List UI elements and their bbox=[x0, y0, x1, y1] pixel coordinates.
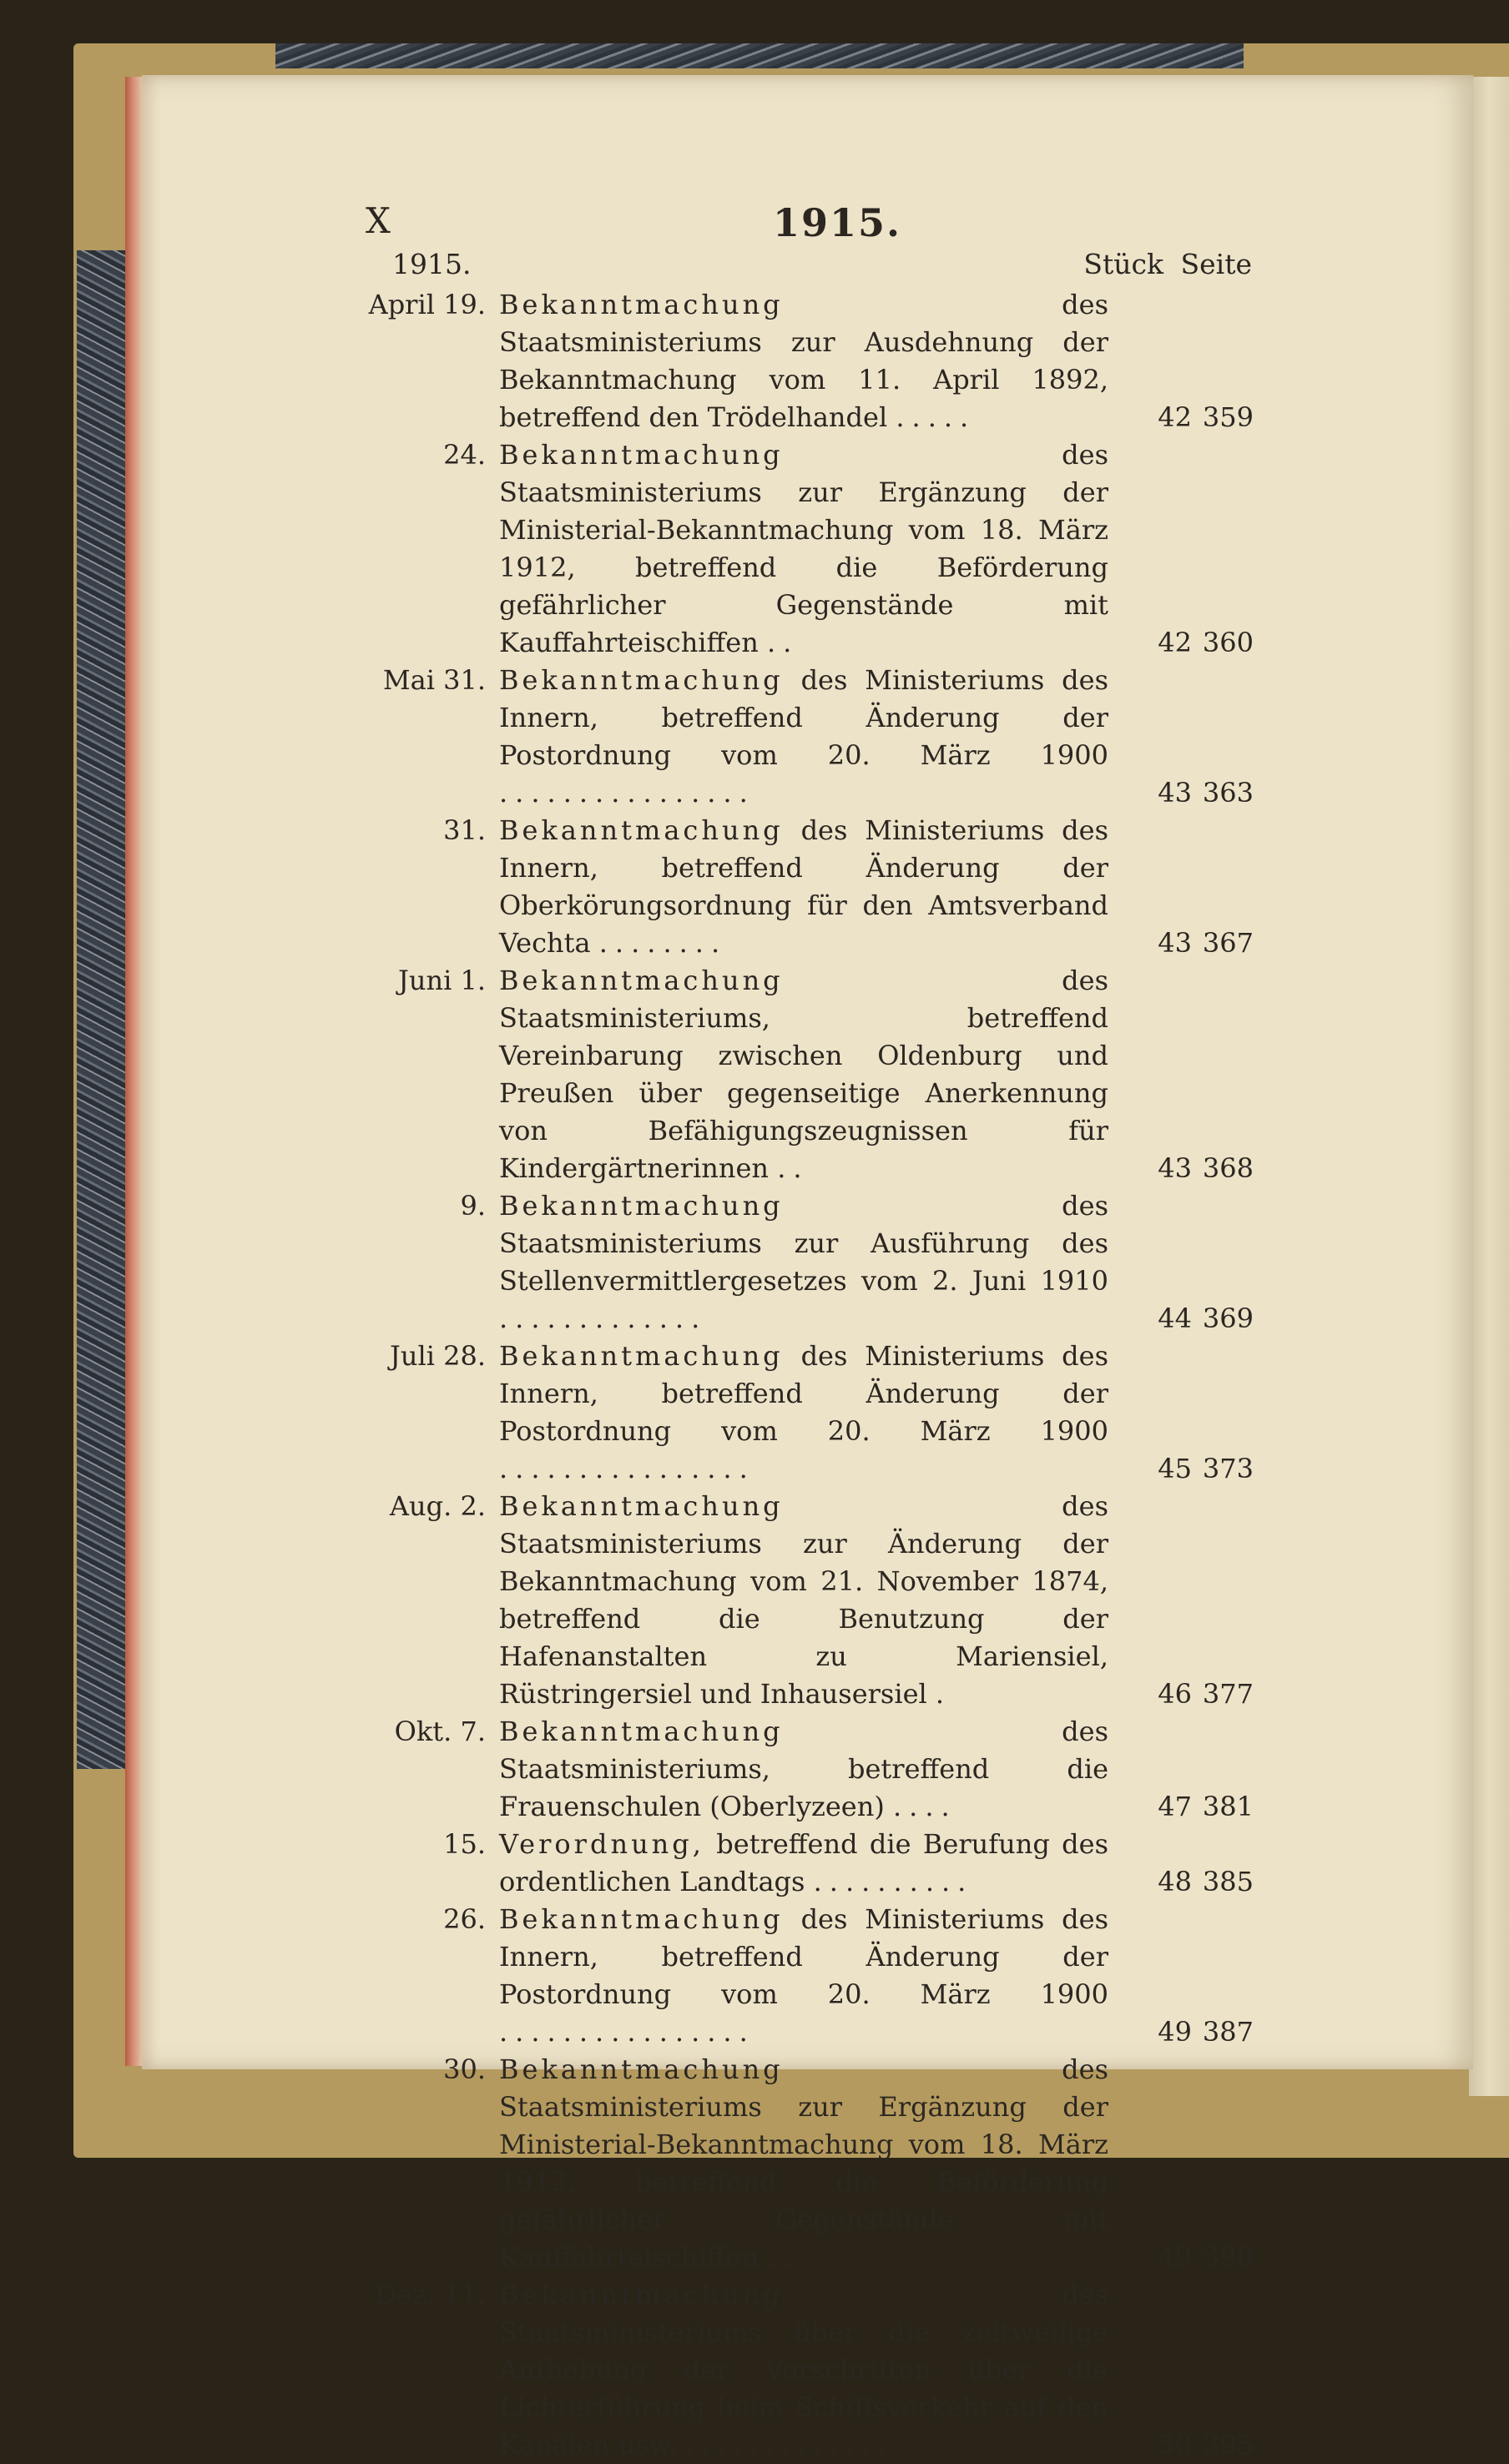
entry-stueck: 46 bbox=[1158, 1678, 1192, 1710]
leader-dots: ............. bbox=[499, 1303, 708, 1334]
entry-kind: Bekanntmachung bbox=[499, 1903, 784, 1935]
entry-kind: Bekanntmachung bbox=[499, 1490, 784, 1522]
entry-seite: 385 bbox=[1202, 1866, 1254, 1897]
list-item bbox=[359, 1826, 1254, 1901]
leader-dots: .... bbox=[893, 1791, 957, 1822]
entry-date: 26. bbox=[443, 1903, 486, 1935]
marbled-edge-top bbox=[275, 43, 1244, 68]
leader-dots: .. bbox=[766, 2241, 800, 2273]
leader-dots: ................ bbox=[499, 2016, 755, 2048]
entry-title: des Staatsministeriums, betreffend Vereinbarung zwischen Oldenburg und Preußen über gegenseitige Anerkennung von Befähigungszeugnissen für Kindergärtnerinnen bbox=[499, 965, 1108, 1184]
entry-date: 15. bbox=[443, 1828, 486, 1860]
entry-text bbox=[499, 962, 1108, 1187]
next-page-edge bbox=[1469, 77, 1509, 2096]
entry-seite: 363 bbox=[1202, 777, 1254, 809]
list-item bbox=[359, 1338, 1254, 1488]
entry-title: des Staatsministeriums zur Änderung der Bekanntmachung vom 21. November 1874, betreffend die Benutzung der Hafenanstalten zu Mariensiel, Rüstringersiel und Inhausersiel bbox=[499, 1490, 1108, 1710]
leader-dots: ................ bbox=[499, 777, 755, 809]
entry-date: 30. bbox=[443, 2053, 486, 2085]
column-stueck: Stück bbox=[1083, 248, 1164, 280]
entry-date: 24. bbox=[443, 439, 486, 471]
leader-dots: ..... bbox=[896, 401, 977, 433]
list-item bbox=[359, 2051, 1254, 2276]
entry-title: des Staatsministeriums zur Ergänzung der Ministerial-Bekanntmachung vom 18. März 1912, betreffend die Beförderung gefährlicher Gegenstände mit Kauffahrteischiffen bbox=[499, 439, 1108, 658]
entry-stueck: 42 bbox=[1158, 401, 1192, 433]
list-item bbox=[359, 662, 1254, 812]
entry-stueck: 44 bbox=[1158, 1303, 1192, 1334]
entry-text bbox=[499, 436, 1108, 662]
entry-text bbox=[499, 1187, 1108, 1338]
entry-seite: 381 bbox=[1202, 1791, 1254, 1822]
entry-date: 9. bbox=[460, 1190, 486, 1222]
entry-stueck: 49 bbox=[1158, 2241, 1192, 2273]
entry-text bbox=[499, 812, 1108, 962]
list-item bbox=[359, 812, 1254, 962]
list-item bbox=[359, 1187, 1254, 1338]
entry-seite: 359 bbox=[1202, 401, 1254, 433]
entry-seite: 377 bbox=[1202, 1678, 1254, 1710]
list-item bbox=[359, 1713, 1254, 1826]
entry-title: des Ministeriums des Innern, betreffend Änderung der Postordnung vom 20. März 1900 bbox=[499, 1903, 1109, 2010]
entry-text bbox=[499, 1901, 1108, 2051]
entry-text bbox=[499, 1338, 1108, 1488]
entry-title: betreffend die Berufung des ordentlichen Landtags bbox=[499, 1828, 1108, 1897]
leader-dots: ................ bbox=[499, 1453, 755, 1484]
entry-seite: 395 bbox=[1202, 2429, 1254, 2461]
entry-stueck: 49 bbox=[1158, 2016, 1192, 2048]
entry-seite: 373 bbox=[1202, 1453, 1254, 1484]
entry-title: des Staatsministeriums zur Ergänzung der Ministerial-Bekanntmachung vom 18. März 1912, betreffend die Beförderung gefährlicher Gegenstände mit Kauffahrteischiffen bbox=[499, 2053, 1108, 2273]
entry-kind: Bekanntmachung bbox=[499, 2279, 784, 2310]
column-labels bbox=[1083, 248, 1252, 280]
entry-text bbox=[499, 2051, 1108, 2276]
page-title-year: 1915. bbox=[773, 200, 902, 245]
entry-seite: 390 bbox=[1202, 2241, 1254, 2273]
leader-dots: ............. bbox=[685, 2429, 894, 2461]
entry-title: des Staatsministeriums zur Ausführung des Stellenvermittlergesetzes vom 2. Juni 1910 bbox=[499, 1190, 1108, 1297]
leader-dots: ........ bbox=[598, 927, 728, 959]
leader-dots: .......... bbox=[813, 1866, 974, 1897]
page-number: X bbox=[366, 200, 391, 241]
entry-date: Dez. 11. bbox=[375, 2279, 486, 2310]
entry-stueck: 43 bbox=[1158, 1152, 1192, 1184]
list-item bbox=[359, 286, 1254, 436]
entry-stueck: 50 bbox=[1158, 2429, 1192, 2461]
entry-text bbox=[499, 662, 1108, 812]
entry-date: Okt. 7. bbox=[394, 1716, 486, 1747]
entry-kind: Bekanntmachung bbox=[499, 965, 784, 996]
entry-title: des Ministeriums des Innern, betreffend Änderung der Postordnung vom 20. März 1900 bbox=[499, 664, 1109, 771]
running-head bbox=[366, 200, 902, 245]
entry-kind: Verordnung, bbox=[499, 1828, 704, 1860]
entry-date: Mai 31. bbox=[382, 664, 486, 696]
entry-seite: 368 bbox=[1202, 1152, 1254, 1184]
entry-stueck: 43 bbox=[1158, 927, 1192, 959]
entry-seite: 367 bbox=[1202, 927, 1254, 959]
index-entries bbox=[359, 286, 1254, 2464]
entry-title: des Ministeriums des Innern, betreffend Änderung der Postordnung vom 20. März 1900 bbox=[499, 1340, 1109, 1447]
entry-title: des Ministeriums des Innern, betreffend Änderung der Oberkörungsordnung für den Amtsverband Vechta bbox=[499, 814, 1109, 959]
entry-stueck: 47 bbox=[1158, 1791, 1192, 1822]
entry-text bbox=[499, 1488, 1108, 1713]
entry-kind: Bekanntmachung bbox=[499, 664, 784, 696]
list-item bbox=[359, 1488, 1254, 1713]
entry-stueck: 42 bbox=[1158, 627, 1192, 658]
entry-date: Juni 1. bbox=[398, 965, 486, 996]
entry-kind: Bekanntmachung bbox=[499, 2053, 784, 2085]
entry-date: Juli 28. bbox=[390, 1340, 486, 1372]
entry-kind: Bekanntmachung bbox=[499, 1340, 784, 1372]
entry-text bbox=[499, 286, 1108, 436]
entry-kind: Bekanntmachung bbox=[499, 814, 784, 846]
list-item bbox=[359, 1901, 1254, 2051]
leader-dots: . bbox=[935, 1678, 952, 1710]
marbled-spine bbox=[77, 250, 132, 1769]
entry-stueck: 48 bbox=[1158, 1866, 1192, 1897]
entry-title: des Staatsministeriums über die zeitweilige Aufhebung der Vorschriften über die Lichterführung beim Schiffsverkehr auf den Kanälen usw. bbox=[499, 2279, 1108, 2461]
entry-kind: Bekanntmachung bbox=[499, 289, 784, 320]
entry-stueck: 45 bbox=[1158, 1453, 1192, 1484]
column-headers bbox=[392, 248, 1252, 285]
list-item bbox=[359, 962, 1254, 1187]
list-item bbox=[359, 2276, 1254, 2464]
column-year: 1915. bbox=[392, 248, 472, 280]
list-item bbox=[359, 436, 1254, 662]
entry-title: des Staatsministeriums, betreffend die Frauenschulen (Oberlyzeen) bbox=[499, 1716, 1108, 1822]
entry-text bbox=[499, 1713, 1108, 1826]
entry-date: 31. bbox=[443, 814, 486, 846]
entry-kind: Bekanntmachung bbox=[499, 1716, 784, 1747]
entry-title: des Staatsministeriums zur Ausdehnung der Bekanntmachung vom 11. April 1892, betreffend den Trödelhandel bbox=[499, 289, 1108, 433]
entry-text bbox=[499, 2276, 1108, 2464]
column-seite: Seite bbox=[1180, 248, 1252, 280]
leader-dots: .. bbox=[777, 1152, 810, 1184]
entry-seite: 387 bbox=[1202, 2016, 1254, 2048]
entry-date: Aug. 2. bbox=[389, 1490, 486, 1522]
entry-kind: Bekanntmachung bbox=[499, 1190, 784, 1222]
entry-seite: 369 bbox=[1202, 1303, 1254, 1334]
leader-dots: .. bbox=[766, 627, 800, 658]
entry-seite: 360 bbox=[1202, 627, 1254, 658]
entry-kind: Bekanntmachung bbox=[499, 439, 784, 471]
entry-stueck: 43 bbox=[1158, 777, 1192, 809]
entry-text bbox=[499, 1826, 1108, 1901]
page-stack-edge bbox=[125, 77, 144, 2066]
entry-date: April 19. bbox=[368, 289, 486, 320]
